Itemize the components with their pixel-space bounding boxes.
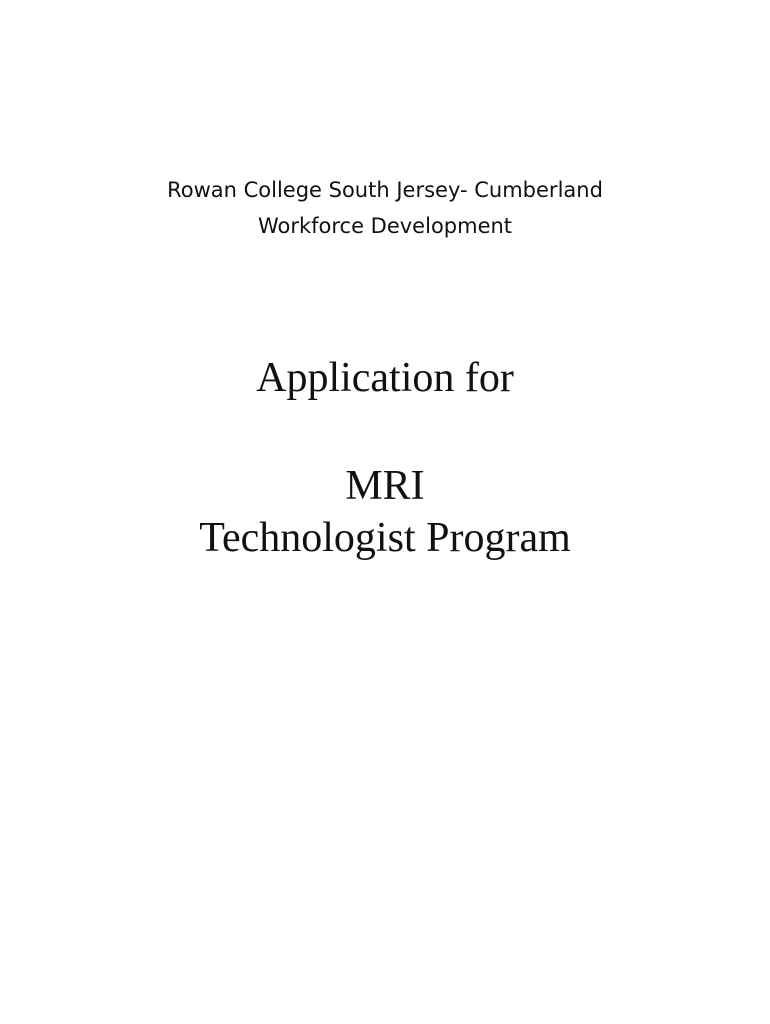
document-header — [0, 172, 770, 244]
title-line-1: Application for — [256, 355, 514, 401]
title-line-2: MRI — [345, 463, 425, 509]
title-line-3: Technologist Program — [199, 515, 571, 561]
document-title-program — [0, 460, 770, 564]
document-title-intro — [0, 352, 770, 404]
institution-name: Rowan College South Jersey- Cumberland — [167, 178, 603, 202]
department-name: Workforce Development — [257, 214, 513, 238]
